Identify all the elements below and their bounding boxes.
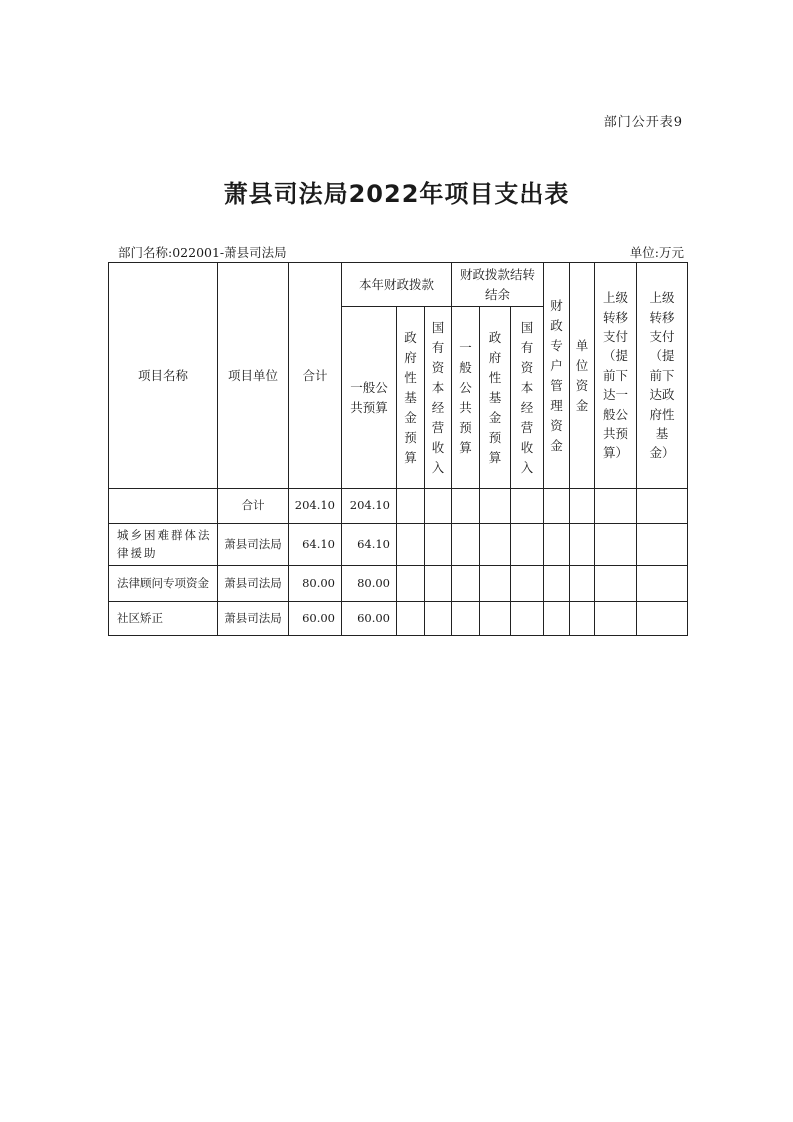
- cell-project-unit: 萧县司法局: [218, 524, 289, 566]
- cell-project-unit: 萧县司法局: [218, 566, 289, 602]
- table-row: [109, 524, 688, 566]
- header-unit-fund-text: 单位资金: [575, 337, 589, 413]
- header-general-budget-text: 一般公共预算: [350, 380, 388, 415]
- cell-total: 80.00: [289, 566, 342, 602]
- project-expenditure-table: [108, 262, 688, 636]
- table-row: [109, 602, 688, 636]
- cell-project-name: [109, 524, 218, 566]
- cell-project-name: [109, 489, 218, 524]
- header-carry-gov-fund-budget-text: 政府性基金预算: [488, 329, 502, 465]
- cell-general-budget: 204.10: [342, 489, 397, 524]
- header-carry-gov-fund-budget: [480, 307, 511, 489]
- header-carry-state-capital-income: [511, 307, 544, 489]
- cell-project-unit: 合计: [218, 489, 289, 524]
- header-row-1: [109, 263, 688, 307]
- header-project-unit: 项目单位: [218, 263, 289, 489]
- header-upper-transfer-fund: [637, 263, 688, 489]
- table-code: 部门公开表9: [603, 115, 683, 130]
- header-special-account-fund-text: 财政专户管理资金: [550, 297, 563, 453]
- header-carryover-balance-text: 财政拨款结转结余: [460, 267, 536, 302]
- header-state-capital-income: [425, 307, 452, 489]
- header-state-capital-income-text: 国有资本经营收入: [431, 319, 445, 475]
- header-upper-transfer-general-text: 上级转移支付（提前下达一般公共预算）: [603, 290, 629, 461]
- header-carryover-balance: [452, 263, 544, 307]
- header-general-budget: [342, 307, 397, 489]
- cell-total: 204.10: [289, 489, 342, 524]
- header-unit-fund: [570, 263, 595, 489]
- cell-general-budget: 60.00: [342, 602, 397, 636]
- cell-project-unit: 萧县司法局: [218, 602, 289, 636]
- unit-label: 单位:万元: [629, 245, 684, 260]
- cell-project-name-text: 城乡困难群体法律援助: [117, 527, 212, 561]
- header-upper-transfer-fund-text: 上级转移支付（提前下达政府性基金）: [649, 290, 675, 461]
- header-project-name: 项目名称: [109, 263, 218, 489]
- header-gov-fund-budget-text: 政府性基金预算: [404, 329, 417, 465]
- header-carry-general-budget: [452, 307, 480, 489]
- header-special-account-fund: [544, 263, 570, 489]
- header-gov-fund-budget: [397, 307, 425, 489]
- cell-project-name: 法律顾问专项资金: [109, 566, 218, 602]
- cell-general-budget: 80.00: [342, 566, 397, 602]
- cell-general-budget: 64.10: [342, 524, 397, 566]
- header-upper-transfer-general: [595, 263, 637, 489]
- page-title: 萧县司法局2022年项目支出表: [223, 180, 570, 208]
- header-carry-general-budget-text: 一般公共预算: [459, 339, 472, 455]
- department-label: 部门名称:022001-萧县司法局: [118, 245, 287, 260]
- table-row: [109, 566, 688, 602]
- cell-project-name: 社区矫正: [109, 602, 218, 636]
- cell-total: 60.00: [289, 602, 342, 636]
- header-carry-state-capital-income-text: 国有资本经营收入: [520, 319, 534, 475]
- table-row: [109, 489, 688, 524]
- header-total: 合计: [289, 263, 342, 489]
- header-current-year-appropriation: 本年财政拨款: [342, 263, 452, 307]
- cell-total: 64.10: [289, 524, 342, 566]
